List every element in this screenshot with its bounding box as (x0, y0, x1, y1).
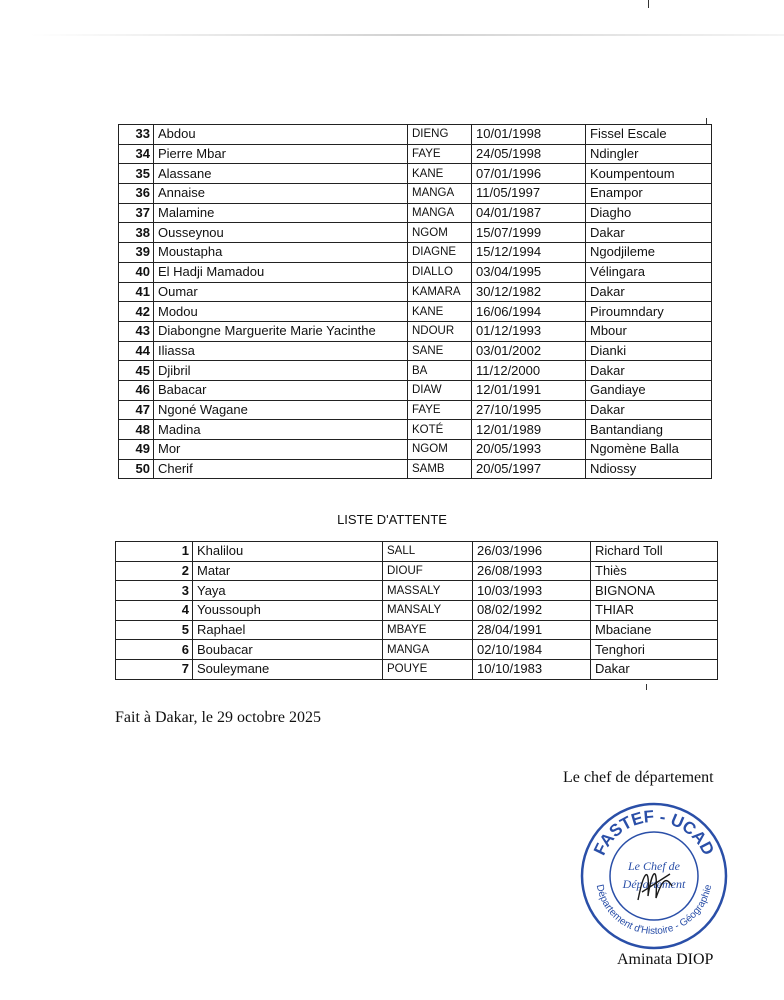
first-name: Babacar (154, 380, 408, 400)
admitted-students-table (118, 124, 712, 479)
row-number: 7 (116, 660, 193, 680)
stamp-center-line1: Le Chef de (628, 859, 680, 873)
birth-place: Dianki (586, 341, 712, 361)
table-row (116, 542, 718, 562)
row-number: 36 (119, 184, 154, 204)
birth-date: 10/03/1993 (473, 581, 591, 601)
birth-place: Vélingara (586, 262, 712, 282)
table-row (119, 125, 712, 145)
first-name: Mor (154, 440, 408, 460)
birth-place: Koumpentoum (586, 164, 712, 184)
birth-place: Mbaciane (591, 620, 718, 640)
row-number: 40 (119, 262, 154, 282)
signatory-name: Aminata DIOP (617, 951, 714, 968)
table-row (119, 380, 712, 400)
first-name: Matar (193, 561, 383, 581)
birth-place: Tenghori (591, 640, 718, 660)
birth-place: Ngodjileme (586, 243, 712, 263)
birth-date: 24/05/1998 (472, 144, 586, 164)
scan-mark (648, 0, 649, 8)
stamp-center-line2: Département (622, 877, 686, 891)
table-row (119, 262, 712, 282)
first-name: Youssouph (193, 601, 383, 621)
last-name: NDOUR (408, 321, 472, 341)
table-row (119, 164, 712, 184)
table-row (119, 302, 712, 322)
first-name: El Hadji Mamadou (154, 262, 408, 282)
birth-place: BIGNONA (591, 581, 718, 601)
department-stamp (578, 800, 730, 952)
table-row (119, 361, 712, 381)
table-row (119, 223, 712, 243)
signatory-title: Le chef de département (563, 769, 714, 786)
row-number: 39 (119, 243, 154, 263)
birth-date: 28/04/1991 (473, 620, 591, 640)
last-name: NGOM (408, 223, 472, 243)
birth-date: 16/06/1994 (472, 302, 586, 322)
stamp-top-text: FASTEF - UCAD (589, 806, 718, 859)
birth-date: 02/10/1984 (473, 640, 591, 660)
last-name: FAYE (408, 144, 472, 164)
birth-place: Enampor (586, 184, 712, 204)
birth-date: 03/01/2002 (472, 341, 586, 361)
row-number: 2 (116, 561, 193, 581)
table-row (116, 581, 718, 601)
birth-date: 11/05/1997 (472, 184, 586, 204)
first-name: Djibril (154, 361, 408, 381)
first-name: Ngoné Wagane (154, 400, 408, 420)
birth-place: Dakar (586, 361, 712, 381)
row-number: 45 (119, 361, 154, 381)
birth-place: THIAR (591, 601, 718, 621)
row-number: 47 (119, 400, 154, 420)
birth-place: Dakar (591, 660, 718, 680)
table-row (116, 620, 718, 640)
last-name: MANSALY (383, 601, 473, 621)
place-and-date: Fait à Dakar, le 29 octobre 2025 (115, 709, 321, 726)
birth-place: Dakar (586, 223, 712, 243)
first-name: Yaya (193, 581, 383, 601)
birth-date: 15/07/1999 (472, 223, 586, 243)
birth-date: 07/01/1996 (472, 164, 586, 184)
birth-date: 27/10/1995 (472, 400, 586, 420)
birth-date: 20/05/1997 (472, 459, 586, 479)
birth-date: 08/02/1992 (473, 601, 591, 621)
first-name: Annaise (154, 184, 408, 204)
first-name: Diabongne Marguerite Marie Yacinthe (154, 321, 408, 341)
row-number: 46 (119, 380, 154, 400)
table-row (116, 660, 718, 680)
scan-mark (646, 684, 647, 690)
row-number: 5 (116, 620, 193, 640)
row-number: 1 (116, 542, 193, 562)
stamp-bottom-text: Département d'Histoire - Géographie (593, 883, 715, 938)
row-number: 34 (119, 144, 154, 164)
scan-artifact-line (30, 34, 784, 36)
birth-place: Ndiossy (586, 459, 712, 479)
table-row (119, 341, 712, 361)
first-name: Boubacar (193, 640, 383, 660)
birth-date: 03/04/1995 (472, 262, 586, 282)
row-number: 50 (119, 459, 154, 479)
birth-place: Mbour (586, 321, 712, 341)
last-name: DIENG (408, 125, 472, 145)
birth-date: 01/12/1993 (472, 321, 586, 341)
birth-place: Fissel Escale (586, 125, 712, 145)
last-name: SALL (383, 542, 473, 562)
birth-date: 30/12/1982 (472, 282, 586, 302)
row-number: 44 (119, 341, 154, 361)
first-name: Madina (154, 420, 408, 440)
table-row (119, 203, 712, 223)
birth-date: 26/08/1993 (473, 561, 591, 581)
last-name: MANGA (408, 184, 472, 204)
last-name: BA (408, 361, 472, 381)
row-number: 37 (119, 203, 154, 223)
first-name: Malamine (154, 203, 408, 223)
first-name: Modou (154, 302, 408, 322)
table-row (119, 144, 712, 164)
birth-date: 20/05/1993 (472, 440, 586, 460)
birth-place: Thiès (591, 561, 718, 581)
birth-place: Gandiaye (586, 380, 712, 400)
birth-date: 12/01/1991 (472, 380, 586, 400)
last-name: SANE (408, 341, 472, 361)
row-number: 4 (116, 601, 193, 621)
table-row (119, 282, 712, 302)
table-row (119, 440, 712, 460)
birth-date: 04/01/1987 (472, 203, 586, 223)
last-name: MBAYE (383, 620, 473, 640)
birth-place: Dakar (586, 400, 712, 420)
last-name: KAMARA (408, 282, 472, 302)
table-row (116, 640, 718, 660)
row-number: 49 (119, 440, 154, 460)
last-name: SAMB (408, 459, 472, 479)
table-row (119, 459, 712, 479)
first-name: Raphael (193, 620, 383, 640)
first-name: Cherif (154, 459, 408, 479)
first-name: Souleymane (193, 660, 383, 680)
stamp-inner-ring (610, 832, 698, 920)
birth-date: 15/12/1994 (472, 243, 586, 263)
table-row (119, 184, 712, 204)
last-name: FAYE (408, 400, 472, 420)
row-number: 43 (119, 321, 154, 341)
waiting-list-title: LISTE D'ATTENTE (337, 512, 447, 527)
row-number: 38 (119, 223, 154, 243)
first-name: Alassane (154, 164, 408, 184)
last-name: DIALLO (408, 262, 472, 282)
table-row (119, 400, 712, 420)
first-name: Khalilou (193, 542, 383, 562)
last-name: DIOUF (383, 561, 473, 581)
table-row (119, 321, 712, 341)
last-name: MASSALY (383, 581, 473, 601)
birth-date: 10/10/1983 (473, 660, 591, 680)
row-number: 41 (119, 282, 154, 302)
birth-place: Bantandiang (586, 420, 712, 440)
table-row (119, 420, 712, 440)
row-number: 48 (119, 420, 154, 440)
birth-place: Dakar (586, 282, 712, 302)
birth-date: 26/03/1996 (473, 542, 591, 562)
birth-date: 10/01/1998 (472, 125, 586, 145)
last-name: DIAGNE (408, 243, 472, 263)
birth-place: Richard Toll (591, 542, 718, 562)
first-name: Ousseynou (154, 223, 408, 243)
last-name: KOTÉ (408, 420, 472, 440)
birth-date: 12/01/1989 (472, 420, 586, 440)
last-name: POUYE (383, 660, 473, 680)
row-number: 6 (116, 640, 193, 660)
table-row (116, 601, 718, 621)
last-name: DIAW (408, 380, 472, 400)
first-name: Iliassa (154, 341, 408, 361)
row-number: 35 (119, 164, 154, 184)
birth-place: Diagho (586, 203, 712, 223)
first-name: Oumar (154, 282, 408, 302)
birth-place: Ngomène Balla (586, 440, 712, 460)
row-number: 33 (119, 125, 154, 145)
row-number: 42 (119, 302, 154, 322)
birth-place: Piroumndary (586, 302, 712, 322)
birth-date: 11/12/2000 (472, 361, 586, 381)
last-name: KANE (408, 302, 472, 322)
last-name: NGOM (408, 440, 472, 460)
first-name: Abdou (154, 125, 408, 145)
waiting-list-table (115, 541, 718, 680)
table-row (119, 243, 712, 263)
first-name: Pierre Mbar (154, 144, 408, 164)
last-name: MANGA (408, 203, 472, 223)
last-name: MANGA (383, 640, 473, 660)
row-number: 3 (116, 581, 193, 601)
last-name: KANE (408, 164, 472, 184)
birth-place: Ndingler (586, 144, 712, 164)
table-row (116, 561, 718, 581)
first-name: Moustapha (154, 243, 408, 263)
